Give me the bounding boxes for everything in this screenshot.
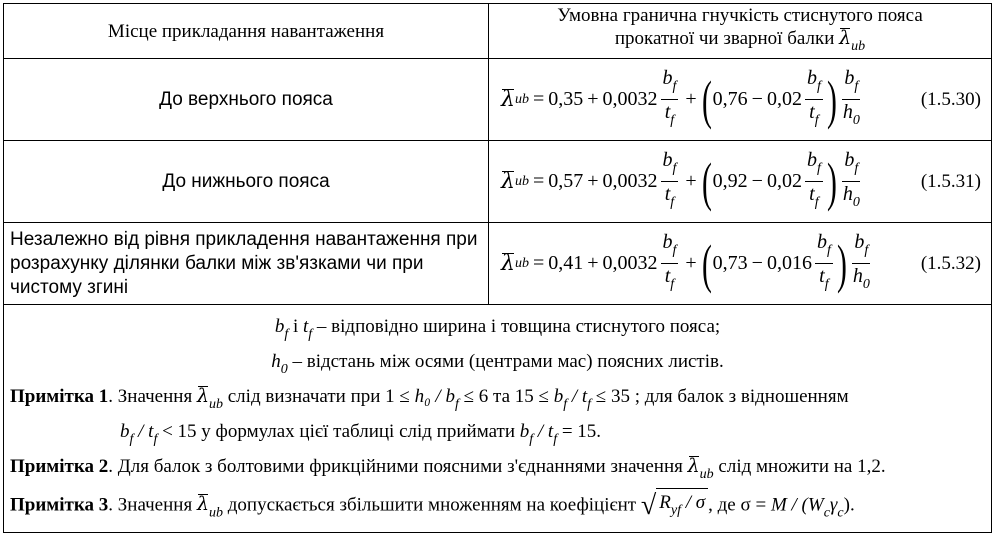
lambda-sub: ub	[514, 255, 529, 271]
plus-sign: +	[587, 88, 599, 110]
left-paren: (	[701, 69, 712, 130]
coef-1: 0,35	[548, 88, 584, 110]
fraction-bf-tf: $\frac{b_f}{t_f}$	[806, 149, 821, 210]
fraction-bf-tf: $\frac{b_f}{t_f}$	[662, 149, 677, 210]
place-text: До нижнього пояса	[162, 170, 330, 192]
header-col2-line2-text: прокатної чи зварної балки	[614, 28, 835, 49]
formula	[501, 59, 865, 140]
note-1-line2: $b_f / t_f < 15$ у формулах цієї таблиці слід приймати $b_f / t_f = 15$.	[120, 421, 602, 447]
note-3-label: Примітка 3	[10, 494, 109, 516]
lambda-sub: ub	[514, 173, 529, 189]
coef-4: 0,016	[766, 252, 812, 274]
formula-cell	[489, 223, 992, 305]
note-1: Примітка 1. Значення $\lambda_{ub}$ слід визначати при $1 \le h_0 / b_f \le 6$ та $15 \le b_f / t_f \le 35$ ; для балок з відношенням	[10, 385, 849, 412]
equals-sign: =	[532, 252, 545, 274]
right-paren: )	[826, 151, 837, 212]
coef-3: 0,73	[712, 252, 748, 274]
header-col2-line1: Умовна гранична гнучкість стиснутого пояса	[557, 5, 923, 26]
minus-sign: −	[751, 170, 763, 192]
coef-2: 0,0032	[602, 252, 658, 274]
fraction-bf-h0: $\frac{b_f}{h_0}$	[842, 67, 860, 128]
fraction-bf-h0: $\frac{b_f}{h_0}$	[852, 231, 870, 292]
fraction-bf-h0: $\frac{b_f}{h_0}$	[842, 149, 860, 210]
left-paren: (	[701, 151, 712, 212]
fraction-bf-tf: $\frac{b_f}{t_f}$	[662, 67, 677, 128]
coef-2: 0,0032	[602, 170, 658, 192]
lambda-sub: ub	[514, 91, 529, 107]
notes-cell	[4, 305, 992, 533]
note-1-label: Примітка 1	[10, 386, 109, 407]
lambda-symbol: λ	[839, 27, 852, 49]
coef-1: 0,41	[548, 252, 584, 274]
table-row	[4, 141, 992, 223]
plus-sign: +	[685, 252, 697, 274]
minus-sign: −	[751, 252, 763, 274]
header-col2-line2	[489, 27, 991, 58]
equation-number: (1.5.32)	[920, 252, 981, 274]
plus-sign: +	[685, 88, 697, 110]
notes-definition-1: $b_f$ і $t_f$ – відповідно ширина і товщина стиснутого пояса;	[274, 316, 721, 342]
equation-number: (1.5.30)	[920, 88, 981, 110]
notes-definition-2: $h_0$ – відстань між осями (центрами мас) поясних листів.	[271, 351, 724, 377]
fraction-bf-tf: $\frac{b_f}{t_f}$	[816, 231, 831, 292]
lambda-symbol: λ	[501, 87, 515, 112]
note-2: Примітка 2. Для балок з болтовими фрикційними поясними з'єднаннями значення $\lambda_{ub}$ слід множити на 1,2.	[10, 455, 886, 482]
minus-sign: −	[751, 88, 763, 110]
coef-2: 0,0032	[602, 88, 658, 110]
lambda-symbol: λ	[501, 169, 515, 194]
coef-4: 0,02	[766, 170, 802, 192]
coef-3: 0,76	[712, 88, 748, 110]
flexibility-table	[3, 3, 992, 533]
coef-4: 0,02	[766, 88, 802, 110]
right-paren: )	[836, 233, 847, 294]
equation-number: (1.5.31)	[920, 170, 981, 192]
plus-sign: +	[587, 170, 599, 192]
right-paren: )	[826, 69, 837, 130]
coef-1: 0,57	[548, 170, 584, 192]
notes-row	[4, 305, 992, 533]
header-row	[4, 4, 992, 59]
formula	[501, 223, 875, 304]
lambda-symbol: λ	[501, 251, 515, 276]
place-text: Незалежно від рівня прикладення навантаження при розрахунку ділянки балки між зв'язками чи при чистому згині	[10, 228, 478, 298]
header-col1	[4, 4, 489, 59]
formula-cell	[489, 141, 992, 223]
sqrt-expression: √ $R_{yf}$ / σ	[641, 488, 708, 524]
plus-sign: +	[587, 252, 599, 274]
header-col2	[489, 4, 992, 59]
place-cell	[4, 141, 489, 223]
formula	[501, 141, 865, 222]
fraction-bf-tf: $\frac{b_f}{t_f}$	[806, 67, 821, 128]
left-paren: (	[701, 233, 712, 294]
coef-3: 0,92	[712, 170, 748, 192]
place-cell	[4, 223, 489, 305]
plus-sign: +	[685, 170, 697, 192]
formula-cell	[489, 59, 992, 141]
header-col1-text: Місце прикладання навантаження	[107, 20, 385, 42]
place-text: До верхнього пояса	[159, 88, 333, 110]
place-cell	[4, 59, 489, 141]
note-3: Примітка 3. Значення $\lambda_{ub}$ допускається збільшити множенням на коефіцієнт √ $R_{yf}$ / σ , де $\sigma = M / (W_c\gamma_c)$.	[10, 488, 985, 526]
note-2-label: Примітка 2	[10, 456, 109, 477]
lambda-sub: ub	[851, 39, 866, 54]
equals-sign: =	[532, 88, 545, 110]
table-row	[4, 59, 992, 141]
fraction-bf-tf: $\frac{b_f}{t_f}$	[662, 231, 677, 292]
equals-sign: =	[532, 170, 545, 192]
table-row	[4, 223, 992, 305]
